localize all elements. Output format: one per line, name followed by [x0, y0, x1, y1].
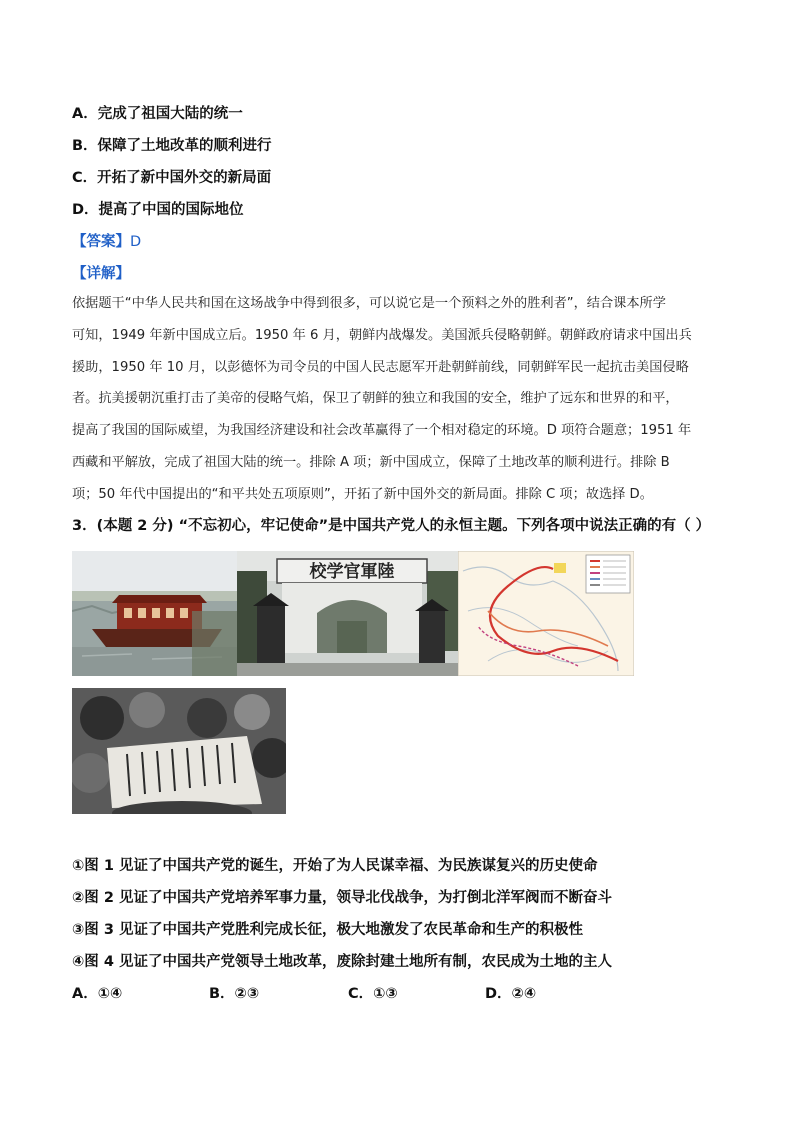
answer-row	[72, 230, 141, 251]
answer-value: D	[130, 234, 142, 250]
option-d: D．提高了中国的国际地位	[72, 202, 244, 218]
figure-3-route-map-image	[458, 551, 634, 676]
statement-3: ③图 3 见证了中国共产党胜利完成长征，极大地激发了农民革命和生产的积极性	[72, 922, 583, 938]
choice-b: B．②③	[209, 986, 260, 1002]
figure-2-academy-gate-image	[237, 551, 458, 676]
choice-c: C．①③	[348, 986, 398, 1002]
question-3: 3．(本题 2 分) “不忘初心，牢记使命”是中国共产党人的永恒主题。下列各项中说法正确的有（ ）	[72, 518, 711, 534]
detail-line: 援助，1950 年 10 月，以彭德怀为司令员的中国人民志愿军开赴朝鲜前线，同朝鲜军民一起抗击美国侵略	[72, 359, 689, 375]
statement-1: ①图 1 见证了中国共产党的诞生，开始了为人民谋幸福、为民族谋复兴的历史使命	[72, 858, 598, 874]
option-c: C．开拓了新中国外交的新局面	[72, 170, 272, 186]
figure-1-red-boat-image	[72, 551, 237, 676]
statement-4: ④图 4 见证了中国共产党领导土地改革，废除封建土地所有制，农民成为土地的主人	[72, 954, 612, 970]
detail-label: 【详解】	[72, 266, 130, 282]
choice-a: A．①④	[72, 986, 123, 1002]
gate-sign-text: 校学官軍陸	[309, 562, 395, 582]
detail-line: 依据题干“中华人民共和国在这场战争中得到很多，可以说它是一个预料之外的胜利者”，结合课本所学	[72, 296, 666, 311]
detail-line: 提高了我国的国际威望，为我国经济建设和社会改革赢得了一个相对稳定的环境。D 项符合题意；1951 年	[72, 423, 692, 439]
option-a: A．完成了祖国大陆的统一	[72, 106, 243, 122]
choice-d: D．②④	[485, 986, 537, 1002]
detail-line: 项；50 年代中国提出的“和平共处五项原则”，开拓了新中国外交的新局面。排除 C 项；故选择 D。	[72, 486, 653, 502]
detail-line: 可知，1949 年新中国成立后。1950 年 6 月，朝鲜内战爆发。美国派兵侵略朝鲜。朝鲜政府请求中国出兵	[72, 327, 692, 343]
statement-2: ②图 2 见证了中国共产党培养军事力量，领导北伐战争，为打倒北洋军阀而不断奋斗	[72, 890, 612, 906]
detail-line: 西藏和平解放，完成了祖国大陆的统一。排除 A 项；新中国成立，保障了土地改革的顺利进行。排除 B	[72, 454, 670, 470]
detail-paragraph	[72, 288, 724, 511]
figure-4-land-certificate-photo	[72, 688, 286, 814]
answer-label: 【答案】	[72, 234, 130, 250]
detail-line: 者。抗美援朝沉重打击了美帝的侵略气焰，保卫了朝鲜的独立和我国的安全，维护了远东和世界的和平，	[72, 391, 679, 407]
option-b: B．保障了土地改革的顺利进行	[72, 138, 272, 154]
